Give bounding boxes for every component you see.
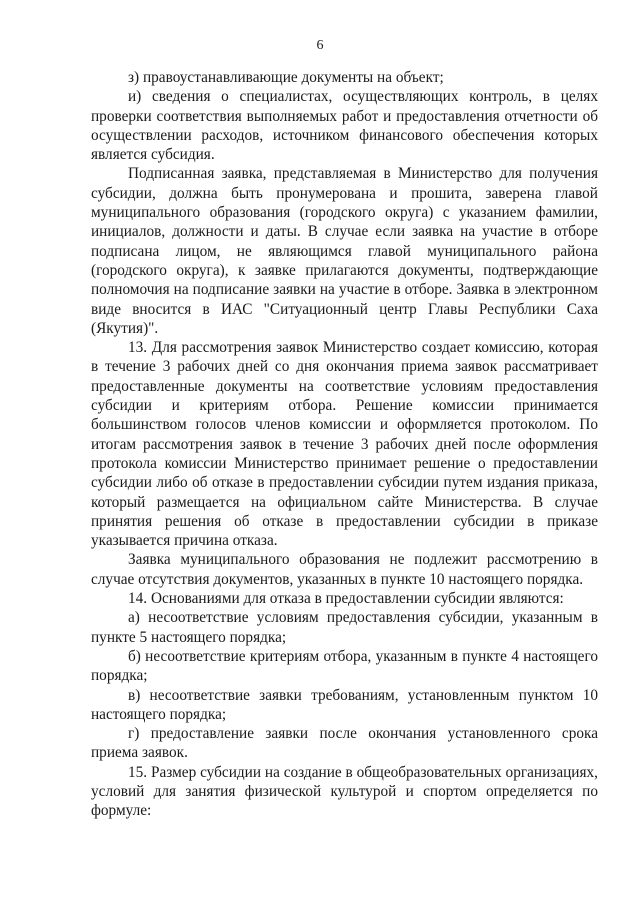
paragraph-refusal-v: в) несоответствие заявки требованиям, установленным пунктом 10 настоящего порядка; <box>91 686 598 723</box>
paragraph-item-z: з) правоустанавливающие документы на объект; <box>128 69 444 86</box>
page-number: 6 <box>316 38 324 53</box>
paragraph-refusal-g: г) предоставление заявки после окончания установленного срока приема заявок. <box>91 725 598 762</box>
paragraph-signed-application: Подписанная заявка, представляемая в Министерство для получения субсидии, должна быть пронумерована и прошита, заверена главой муниципального образования (городского округа) с указанием фамилии, инициалов, должности и даты. В случае если заявка на участие в отборе подписана лицом, не являющимся главой муниципального района (городского округа), к заявке прилагаются документы, подтверждающие полномочия на подписание заявки на участие в отборе. Заявка в электронном виде вносится в ИАС "Ситуационный центр Главы Республики Саха (Якутия)". <box>91 165 598 337</box>
paragraph-15-subsidy-amount: 15. Размер субсидии на создание в общеобразовательных организациях, условий для занятия физической культурой и спортом определяется по формуле: <box>91 763 598 820</box>
paragraph-item-i: и) сведения о специалистах, осуществляющих контроль, в целях проверки соответствия выполняемых работ и предоставления отчетности об осуществлении расходов, источником финансового обеспечения которых является субсидия. <box>91 88 598 164</box>
document-body <box>91 68 598 821</box>
paragraph-refusal-a: а) несоответствие условиям предоставления субсидии, указанным в пункте 5 настоящего порядка; <box>91 609 598 646</box>
paragraph-not-reviewed: Заявка муниципального образования не подлежит рассмотрению в случае отсутствия документов, указанных в пункте 10 настоящего порядка. <box>91 551 598 588</box>
paragraph-refusal-b: б) несоответствие критериям отбора, указанным в пункте 4 настоящего порядка; <box>91 647 598 685</box>
paragraph-14-refusal-grounds: 14. Основаниями для отказа в предоставлении субсидии являются: <box>128 590 564 608</box>
paragraph-13-commission: 13. Для рассмотрения заявок Министерство создает комиссию, которая в течение 3 рабочих дней со дня окончания приема заявок рассматривает предоставленные документы на соответствие условиям предоставления субсидии и критериям отбора. Решение комиссии принимается большинством голосов членов комиссии и оформляется протоколом. По итогам рассмотрения заявок в течение 3 рабочих дней после оформления протокола комиссии Министерство принимает решение о предоставлении субсидии либо об отказе в предоставлении субсидии путем издания приказа, который размещается на официальном сайте Министерства. В случае принятия решения об отказе в предоставлении субсидии в приказе указывается причина отказа. <box>91 339 598 550</box>
